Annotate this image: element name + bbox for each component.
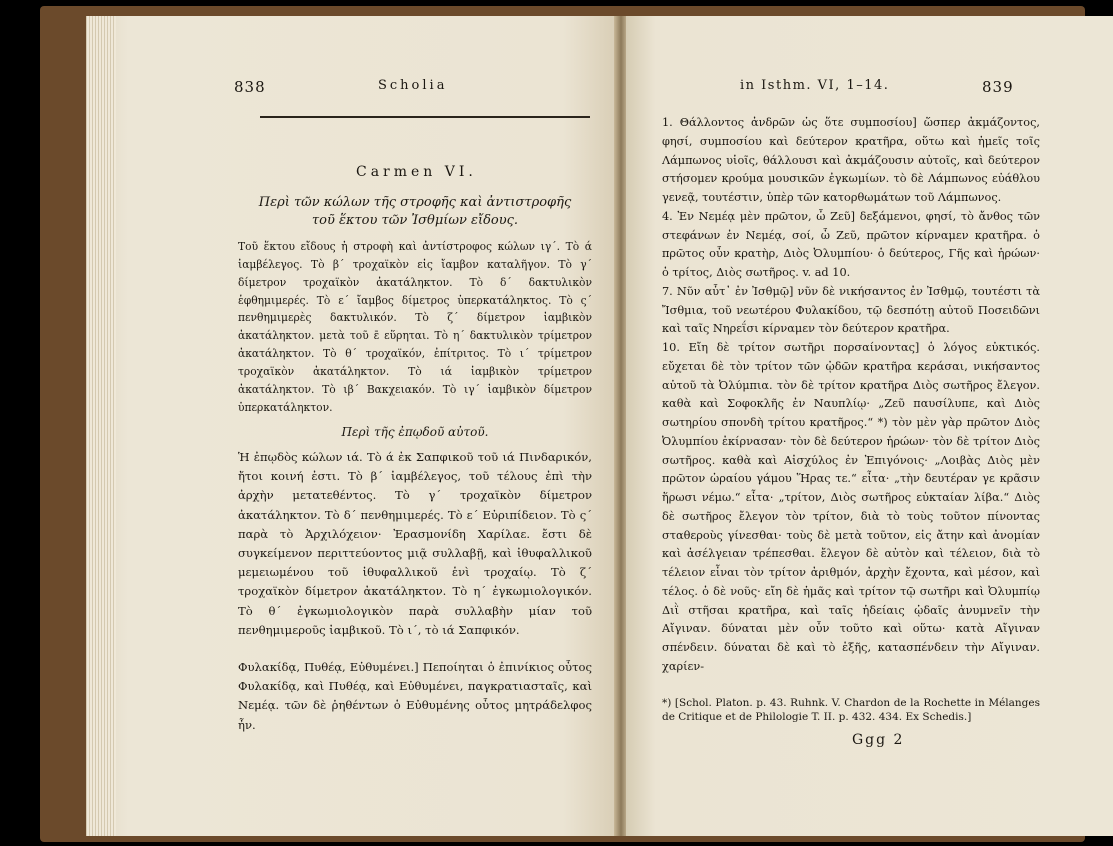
right-page-number: 839 [982, 78, 1014, 96]
book [40, 6, 1085, 842]
header-rule [260, 116, 590, 118]
paragraph-strophe: Τοῦ ἕκτου εἴδους ἡ στροφὴ καὶ ἀντίστροφος κώλων ιγ΄. Τὸ ά ἰαμβέλεγος. Τὸ β΄ τροχαϊκὸν εἰς ἴαμβον καταλῆγον. Τὸ γ΄ δίμετρον τροχαϊκὸν ἀκατάληκτον. Τὸ δ΄ δακτυλικὸν ἑφθημιμερές. Τὸ ε΄ ἴαμβος δίμετρος ὑπερκατάληκτος. Τὸ ς΄ πενθημιμερὲς δακτυλικόν. Τὸ ζ΄ δίμετρον ἰαμβικὸν ἀκατάληκτον. μετὰ τοῦ ε̄ εὕρηται. Τὸ η΄ δακτυλικὸν τρίμετρον ἀκατάληκτον. Τὸ θ΄ τροχαϊκόν, ἐπίτριτος. Τὸ ι΄ τρίμετρον τροχαϊκὸν ἀκατάληκτον. Τὸ ιά ἰαμβικὸν τρίμετρον ἀκατάληκτον. Τὸ ιβ΄ Βακχειακόν. Τὸ ιγ΄ ἰαμβικὸν δίμετρον ὑπερκατάληκτον. [238, 240, 592, 414]
left-running-title: Scholia [378, 78, 448, 93]
commentary-body: 1. Θάλλοντος ἀνδρῶν ὡς ὅτε συμποσίου] ὥσπερ ἀκμάζοντος, φησί, συμποσίου καὶ δεύτερον κρατῆρα, οὕτω καὶ ἡμεῖς τοῖς Λάμπωνος υἱοῖς, θάλλουσι καὶ ἀκμάζουσιν αὐτοῖς, καὶ δεύτερον στήσομεν κρούμα μουσικῶν ἐγκωμίων. τὸ δὲ Λάμπωνος εὐάθλου γενεᾷ, τουτέστιν, ὑπὲρ τῶν κατορθωμάτων τοῦ Λάμπωνος. 4. Ἐν Νεμέᾳ μὲν πρῶτον, ὦ Ζεῦ] δεξάμενοι, φησί, τὸ ἄνθος τῶν στεφάνων ἐν Νεμέᾳ, σοί, ὦ Ζεῦ, πρῶτον κίρναμεν κρατῆρα. ὁ πρῶτος οὖν κρατὴρ, Διὸς Ὀλυμπίου· ὁ δεύτερος, Γῆς καὶ ἡρώων· ὁ τρίτος, Διὸς σωτῆρος. v. ad 10. 7. Νῦν αὖτ᾽ ἐν Ἰσθμῷ] νῦν δὲ νικήσαντος ἐν Ἰσθμῷ, τουτέστι τὰ Ἴσθμια, τοῦ νεωτέρου Φυλακίδου, τῷ δεσπότῃ αὐτοῦ Ποσειδῶνι καὶ ταῖς Νηρεΐσι κίρναμεν τὸν δεύτερον κρατῆρα. 10. Εἴη δὲ τρίτον σωτῆρι πορσαίνοντας] ὁ λόγος εὐκτικός. εὔχεται δὲ τὸν τρίτον τῶν ᾠδῶν κρατῆρα κεράσαι, νικήσαντος αὐτοῦ τὰ Ὀλύμπια. τὸν δὲ τρίτον κρατῆρα Διὸς σωτῆρος ἔλεγον. καθὰ καὶ Σοφοκλῆς ἐν Ναυπλίῳ· „Ζεῦ παυσίλυπε, καὶ Διὸς σωτηρίου σπονδὴ τρίτου κρατῆρος.“ *) τὸν μὲν γὰρ πρῶτον Διὸς Ὀλυμπίου ἐκίρνασαν· τὸν δὲ δεύτερον ἡρώων· τὸν δὲ τρίτον Διὸς σωτῆρος. καθὰ καὶ Αἰσχύλος ἐν Ἐπιγόνοις· „Λοιβὰς Διὸς μὲν πρῶτον ὡραίου γάμου Ἥρας τε.“ εἶτα· „τὴν δευτέραν γε κρᾶσιν ἥρωσι νέμω.“ εἶτα· „τρίτον, Διὸς σωτῆρος εὐκταίαν λίβα.“ Διὸς δὲ σωτῆρος ἔλεγον τὸν τρίτον, διὰ τὸ τοὺς τοῦτον πίνοντας σταθεροὺς γίνεσθαι· τοὺς δὲ μετὰ τοῦτον, εἰς ἄτην καὶ ἀνομίαν καὶ ἀσέλγειαν τρέπεσθαι. ἔλεγον δὲ αὐτὸν καὶ τέλειον, διὰ τὸ τέλειον εἶναι τὸν τρίτον ἀριθμόν, ἀρχὴν ἔχοντα, καὶ μέσον, καὶ τέλος. ὁ δὲ νοῦς· εἴη δὲ ἡμᾶς καὶ τρίτον τῷ σωτῆρι καὶ Ὀλυμπίῳ Διῒ στῆσαι κρατῆρα, καὶ ταῖς ἡδείαις ᾠδαῖς ἀνυμνεῖν τὴν Αἴγιναν. δύναται μὲν οὖν τοῦτο καὶ οὕτω· κατὰ Αἴγιναν σπένδειν. δύναται δὲ καὶ τὸ ἑξῆς, κατασπένδειν τὴν Αἴγιναν. χαρίεν- [662, 116, 1040, 673]
carmen-heading: Carmen VI. [356, 164, 477, 180]
footnote: *) [Schol. Platon. p. 43. Ruhnk. V. Chardon de la Rochette in Mélanges de Critique et de Philologie T. II. p. 432. 434. Ex Schedis.] [662, 697, 1040, 723]
signature-mark: Ggg 2 [852, 732, 905, 748]
left-page-number: 838 [234, 78, 266, 96]
subsection-title: Περὶ τῆς ἐπῳδοῦ αὐτοῦ. [341, 425, 489, 439]
section-title: Περὶ τῶν κώλων τῆς στροφῆς καὶ ἀντιστροφῆς τοῦ ἕκτου τῶν Ἰσθμίων εἴδους. [258, 195, 572, 228]
page-edges [86, 16, 116, 836]
right-running-title: in Isthm. VI, 1–14. [740, 78, 890, 93]
paragraph-epode: Ἡ ἐπῳδὸς κώλων ιά. Τὸ ά ἐκ Σαπφικοῦ τοῦ ιά Πινδαρικόν, ἤτοι κοινή ἐστι. Τὸ β΄ ἰαμβέλεγος, τοῦ τέλους ἐπὶ τὴν ἀρχὴν μετατεθέντος. Τὸ γ΄ τροχαϊκὸν δίμετρον ἀκατάληκτον. Τὸ δ΄ πενθημιμερές. Τὸ ε΄ Εὐριπίδειον. Τὸ ς΄ παρὰ τὸ Ἀρχιλόχειον· Ἐρασμονίδη Χαρίλαε. ἔστι δὲ συγκείμενον περιττεύοντος μιᾷ συλλαβῇ, καὶ ἰθυφαλλικοῦ μεμειωμένου τοῦ ἰθυφαλλικοῦ ἑνὶ τροχαίῳ. Τὸ ζ΄ τροχαϊκὸν δίμετρον ἀκατάληκτον. Τὸ η΄ ἐγκωμιολογικόν. Τὸ θ΄ ἐγκωμιολογικὸν παρὰ συλλαβὴν μίαν τοῦ πενθημιμεροῦς ἰαμβικοῦ. Τὸ ι΄, τὸ ιά Σαπφικόν. [238, 450, 592, 637]
right-page [626, 16, 1113, 836]
left-page [86, 16, 616, 836]
paragraph-phylakidas: Φυλακίδᾳ, Πυθέᾳ, Εὐθυμένει.] Πεποίηται ὁ ἐπινίκιος οὗτος Φυλακίδᾳ, καὶ Πυθέᾳ, καὶ Εὐθυμένει, παγκρατιασταῖς, καὶ Νεμέᾳ. τῶν δὲ ῥηθέντων ὁ Εὐθυμένης οὗτος μητράδελφος ἦν. [238, 660, 592, 732]
